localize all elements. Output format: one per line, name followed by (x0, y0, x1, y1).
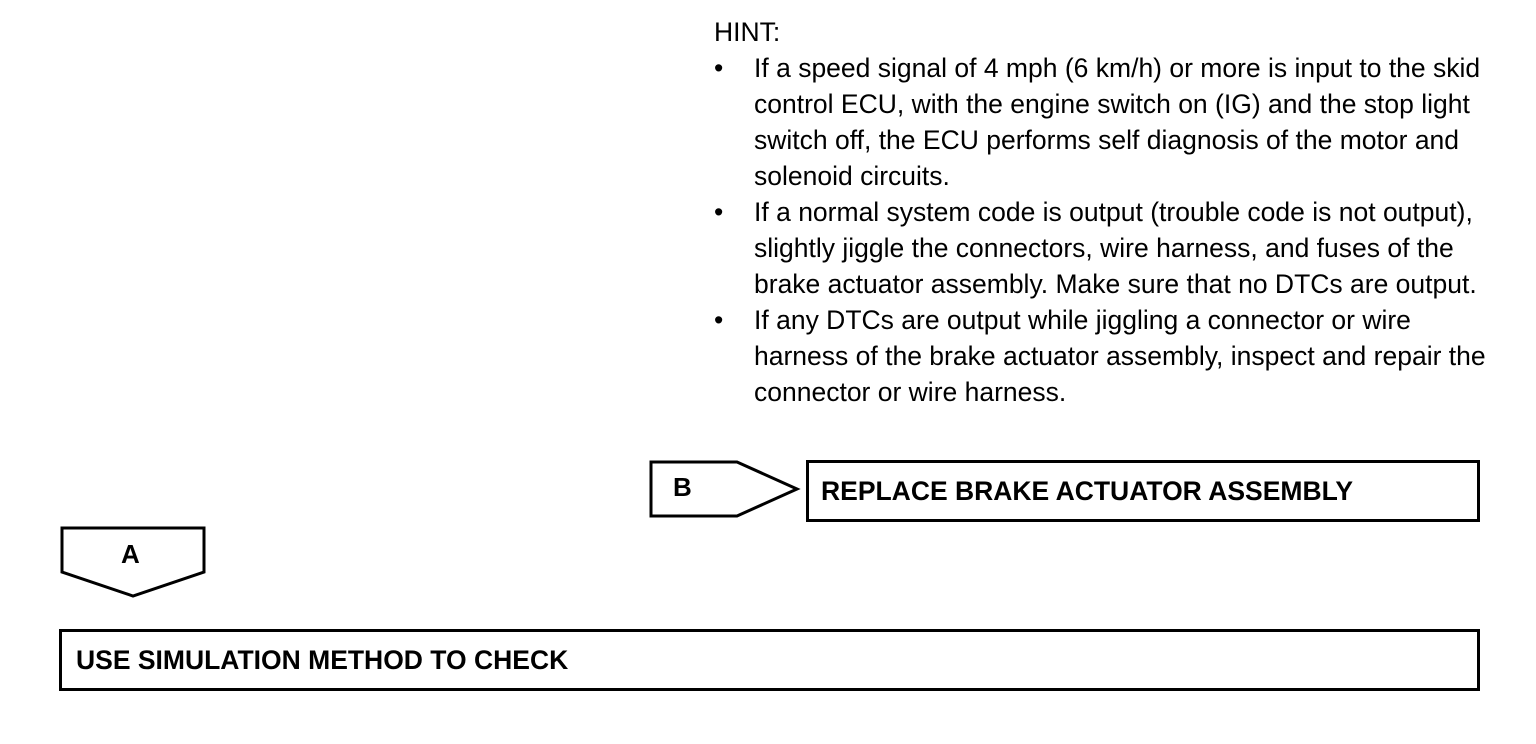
branch-b-arrow (649, 459, 801, 519)
hint-item (714, 194, 1504, 302)
hint-block (714, 14, 1504, 410)
hint-item-text: If a speed signal of 4 mph (6 km/h) or more is input to the skid control ECU, with the engine switch on (IG) and the stop light switch off, the ECU performs self diagnosis of the motor and solenoid circuits. (754, 53, 1481, 191)
bullet: • (714, 305, 724, 335)
branch-b-label: B (673, 472, 692, 502)
next-step-title: USE SIMULATION METHOD TO CHECK (76, 644, 569, 675)
next-step-box (59, 629, 1480, 691)
bullet: • (714, 197, 724, 227)
branch-a-arrow (59, 525, 207, 600)
hint-item-text: If any DTCs are output while jiggling a connector or wire harness of the brake actuator assembly, inspect and repair the connector or wire harness. (754, 305, 1486, 407)
hint-title: HINT: (714, 17, 781, 47)
branch-b-result-box (806, 460, 1480, 522)
branch-a-label: A (121, 539, 140, 569)
hint-item-text: If a normal system code is output (trouble code is not output), slightly jiggle the connectors, wire harness, and fuses of the brake actuator assembly. Make sure that no DTCs are output. (754, 197, 1477, 299)
bullet: • (714, 53, 724, 83)
hint-item (714, 50, 1504, 194)
branch-b-result-text: REPLACE BRAKE ACTUATOR ASSEMBLY (821, 475, 1354, 506)
hint-list (714, 50, 1504, 410)
right-arrow-shape (649, 459, 801, 519)
hint-item (714, 302, 1504, 410)
